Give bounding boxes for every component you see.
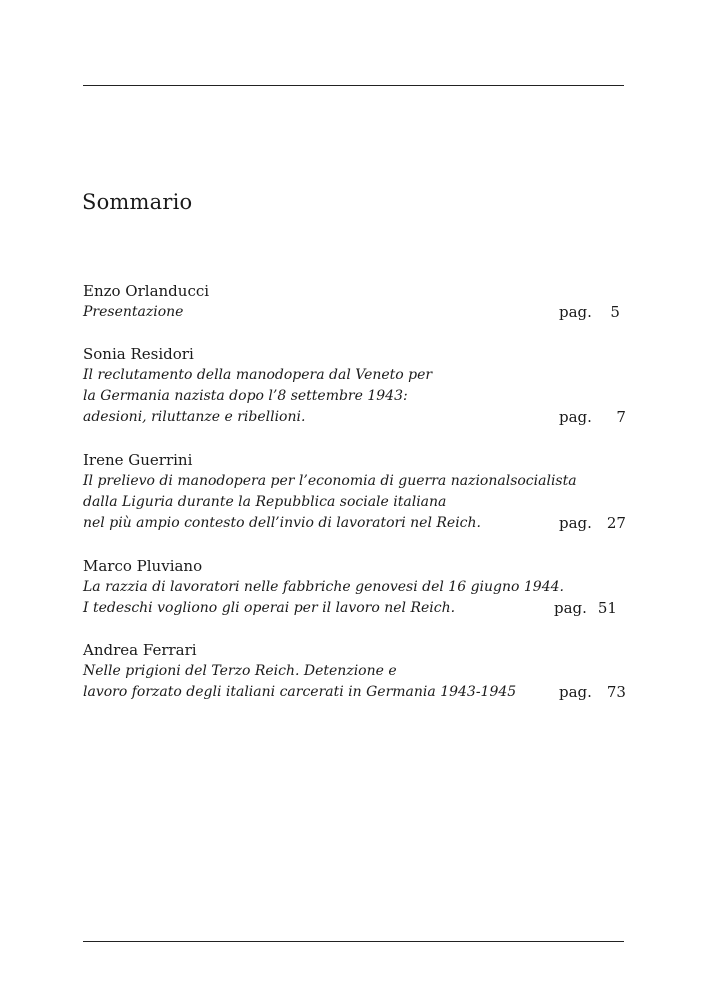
toc-title-text: lavoro forzato degli italiani carcerati in Germania 1943-1945 [83, 684, 517, 700]
toc-author: Andrea Ferrari [83, 641, 197, 659]
toc-entry [83, 556, 623, 619]
toc-title-line [83, 577, 623, 598]
toc-page-ref [559, 302, 620, 323]
page-label: pag. [559, 683, 592, 701]
toc-author: Enzo Orlanducci [83, 282, 210, 300]
toc-entry [83, 450, 626, 534]
toc-entry [83, 640, 626, 703]
page-title: Sommario [82, 190, 193, 214]
toc-title-line [83, 661, 623, 682]
toc-title-line [83, 682, 626, 703]
toc-title-line [83, 365, 623, 386]
toc-entry [83, 281, 623, 323]
toc-title-line [83, 302, 623, 323]
top-rule [83, 85, 624, 86]
toc-title-text: Presentazione [83, 304, 184, 320]
toc-title-line [83, 407, 626, 428]
bottom-rule [83, 941, 624, 942]
toc-title-text: Nelle prigioni del Terzo Reich. Detenzione e [83, 663, 397, 679]
toc-page-ref [559, 513, 626, 534]
toc-author: Marco Pluviano [83, 557, 203, 575]
toc-title-text: I tedeschi vogliono gli operai per il lavoro nel Reich. [83, 600, 456, 616]
page-label: pag. [554, 599, 587, 617]
page-label: pag. [559, 303, 592, 321]
page-number: 5 [610, 303, 620, 321]
toc-title-text: la Germania nazista dopo l’8 settembre 1943: [83, 388, 408, 404]
page-label: pag. [559, 514, 592, 532]
toc-title-text: La razzia di lavoratori nelle fabbriche genovesi del 16 giugno 1944. [83, 579, 564, 595]
toc-title-line [83, 386, 623, 407]
toc-title-line [83, 513, 626, 534]
toc-title-line [83, 598, 623, 619]
page-number: 51 [597, 599, 617, 617]
toc-title-line [83, 492, 623, 513]
toc-title-line [83, 471, 623, 492]
page-label: pag. [559, 408, 592, 426]
page-number: 73 [606, 683, 626, 701]
page-number: 7 [616, 408, 626, 426]
toc-page-ref [554, 598, 617, 619]
toc-title-text: Il prelievo di manodopera per l’economia di guerra nazionalsocialista [83, 473, 577, 489]
toc-title-text: Il reclutamento della manodopera dal Veneto per [83, 367, 433, 383]
toc-entry [83, 344, 626, 428]
toc-page-ref [559, 407, 626, 428]
page-number: 27 [606, 514, 626, 532]
toc-author: Sonia Residori [83, 345, 194, 363]
toc-title-text: nel più ampio contesto dell’invio di lavoratori nel Reich. [83, 515, 481, 531]
toc-title-text: dalla Liguria durante la Repubblica sociale italiana [83, 494, 447, 510]
toc-author: Irene Guerrini [83, 451, 193, 469]
toc-title-text: adesioni, riluttanze e ribellioni. [83, 409, 306, 425]
toc-page-ref [559, 682, 626, 703]
